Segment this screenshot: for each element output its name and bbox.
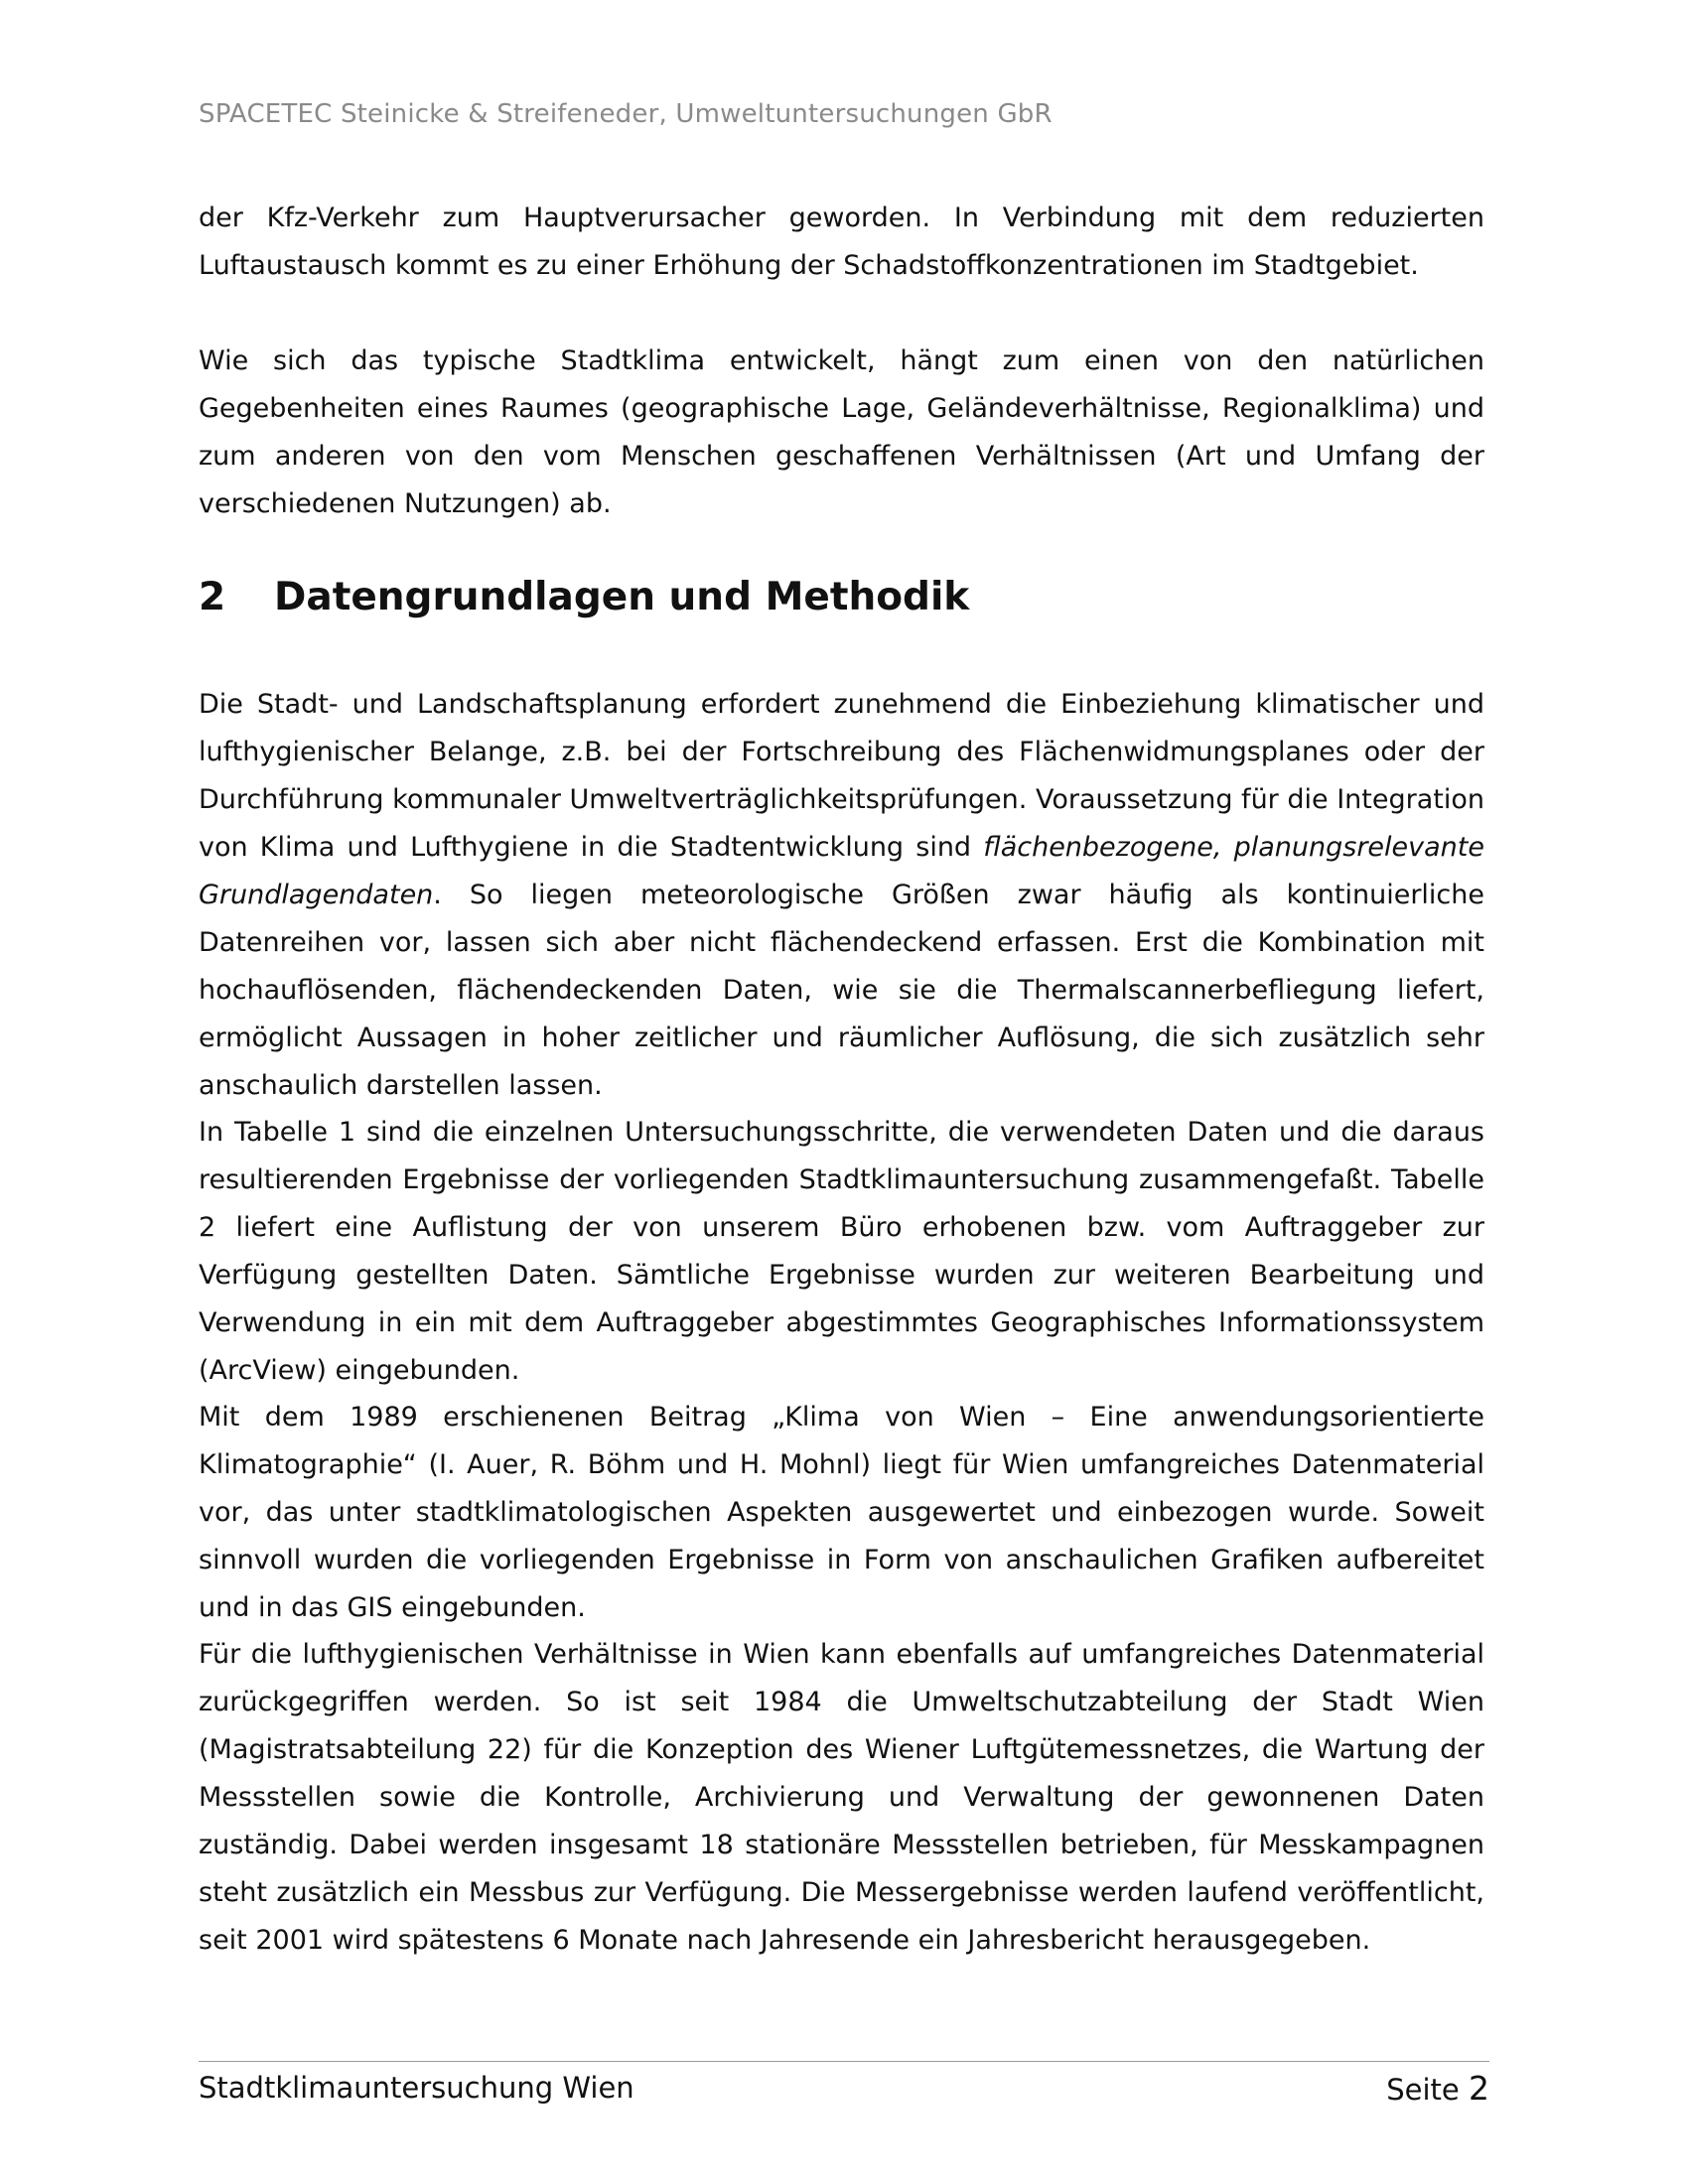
section-paragraph-1 <box>199 681 1484 1110</box>
section-paragraph-1-block <box>199 681 1484 1110</box>
paragraph-intro-1: der Kfz-Verkehr zum Hauptverursacher geworden. In Verbindung mit dem reduzierten Luftaustausch kommt es zu einer Erhöhung der Schadstoffkonzentrationen im Stadtgebiet. <box>199 203 1484 281</box>
p1-text-before: Die Stadt- und Landschaftsplanung erfordert zunehmend die Einbeziehung klimatischer und lufthygienischer Belange, z.B. bei der Fortschreibung des Flächenwidmungsplanes oder der Durchführung kommunaler Umweltverträglichkeitsprüfungen. Voraussetzung für die Integration von Klima und Lufthygiene in die Stadtentwicklung sind <box>199 689 1484 863</box>
section-paragraph-2: In Tabelle 1 sind die einzelnen Untersuchungsschritte, die verwendeten Daten und die daraus resultierenden Ergebnisse der vorliegenden Stadtklimauntersuchung zusammengefaßt. Tabelle 2 liefert eine Auflistung der von unserem Büro erhobenen bzw. vom Auftraggeber zur Verfügung gestellten Daten. Sämtliche Ergebnisse wurden zur weiteren Bearbeitung und Verwendung in ein mit dem Auftraggeber abgestimmtes Geographisches Informationssystem (ArcView) eingebunden. <box>199 1117 1484 1386</box>
section-title: Datengrundlagen und Methodik <box>274 575 970 619</box>
page-header: SPACETEC Steinicke & Streifeneder, Umweltuntersuchungen GbR <box>199 99 1053 129</box>
p1-emphasis: flächenbezogene, planungsrelevante Grundlagendaten <box>199 832 1484 910</box>
footer-page-indicator <box>1386 2069 1489 2108</box>
footer-document-title: Stadtklimauntersuchung Wien <box>199 2071 634 2105</box>
footer-page-label: Seite <box>1386 2073 1460 2107</box>
intro-block <box>199 195 1484 290</box>
p1-text-after: . So liegen meteorologische Größen zwar häufig als kontinuierliche Datenreihen vor, lassen sich aber nicht flächendeckend erfassen. Erst die Kombination mit hochauflösenden, flächendeckenden Daten, wie sie die Thermalscannerbefliegung liefert, ermöglicht Aussagen in hoher zeitlicher und räumlicher Auflösung, die sich zusätzlich sehr anschaulich darstellen lassen. <box>199 880 1484 1101</box>
section-number: 2 <box>199 575 226 619</box>
intro-block-2 <box>199 338 1484 528</box>
section-paragraph-4: Für die lufthygienischen Verhältnisse in Wien kann ebenfalls auf umfangreiches Datenmaterial zurückgegriffen werden. So ist seit 1984 die Umweltschutzabteilung der Stadt Wien (Magistratsabteilung 22) für die Konzeption des Wiener Luftgütemessnetzes, die Wartung der Messstellen sowie die Kontrolle, Archivierung und Verwaltung der gewonnenen Daten zuständig. Dabei werden insgesamt 18 stationäre Messstellen betrieben, für Messkampagnen steht zusätzlich ein Messbus zur Verfügung. Die Messergebnisse werden laufend veröffentlicht, seit 2001 wird spätestens 6 Monate nach Jahresende ein Jahresbericht herausgegeben. <box>199 1639 1484 1956</box>
section-paragraph-3: Mit dem 1989 erschienenen Beitrag „Klima von Wien – Eine anwendungsorientierte Klimatographie“ (I. Auer, R. Böhm und H. Mohnl) liegt für Wien umfangreiches Datenmaterial vor, das unter stadtklimatologischen Aspekten ausgewertet und einbezogen wurde. Soweit sinnvoll wurden die vorliegenden Ergebnisse in Form von anschaulichen Grafiken aufbereitet und in das GIS eingebunden. <box>199 1402 1484 1623</box>
footer-page-number: 2 <box>1469 2069 1489 2108</box>
footer-divider <box>199 2061 1489 2062</box>
section-heading <box>199 568 969 627</box>
paragraph-intro-2: Wie sich das typische Stadtklima entwickelt, hängt zum einen von den natürlichen Gegebenheiten eines Raumes (geographische Lage, Geländeverhältnisse, Regionalklima) und zum anderen von den vom Menschen geschaffenen Verhältnissen (Art und Umfang der verschiedenen Nutzungen) ab. <box>199 345 1484 519</box>
section-paragraph-2-block <box>199 1109 1484 1395</box>
section-paragraph-3-block <box>199 1394 1484 1632</box>
section-paragraph-4-block <box>199 1631 1484 1965</box>
